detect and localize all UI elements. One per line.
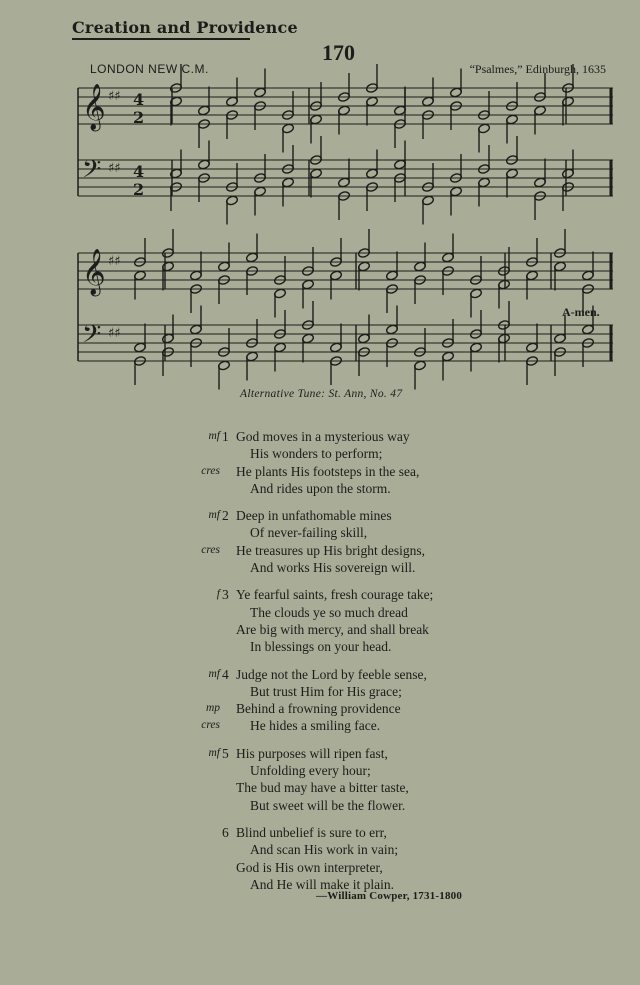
verse-text: Ye fearful saints, fresh courage take; (236, 587, 434, 603)
verse-text: Of never-failing skill, (250, 525, 368, 541)
verse-1 (0, 428, 640, 497)
verse-text: Judge not the Lord by feeble sense, (236, 666, 427, 682)
verse-text: His purposes will ripen fast, (236, 745, 388, 761)
dynamic-marking: f (216, 588, 220, 601)
verse-6 (0, 824, 640, 893)
verse-5 (0, 745, 640, 814)
verse-number: 3 (222, 587, 229, 603)
verse-line (0, 621, 640, 638)
verse-number: 6 (222, 824, 229, 840)
verse-line (0, 604, 640, 621)
verse-line (0, 463, 640, 480)
time-signature-bottom: 2 (133, 108, 145, 127)
verse-text: God is His own interpreter, (236, 859, 383, 875)
treble-clef-icon: 𝄞 (82, 84, 106, 130)
verse-text: And works His sovereign will. (250, 560, 416, 576)
verse-text: Are big with mercy, and shall break (236, 621, 429, 637)
key-signature-icon: ♯♯ (108, 89, 121, 104)
author-attribution: —William Cowper, 1731-1800 (316, 890, 463, 902)
music-score (0, 0, 640, 400)
verse-4 (0, 666, 640, 735)
hymn-number: 170 (322, 40, 355, 65)
dynamic-marking: mf (208, 430, 220, 442)
verse-text: God moves in a mysterious way (236, 429, 410, 444)
time-signature-top: 4 (133, 162, 145, 181)
verse-number: 5 (222, 745, 229, 761)
dynamic-marking: cres (201, 543, 220, 556)
bass-clef-icon: 𝄢 (82, 320, 102, 355)
verse-text: And scan His work in vain; (250, 842, 399, 858)
verse-text: Deep in unfathomable mines (236, 508, 392, 524)
verse-number: 2 (222, 508, 229, 524)
verse-number: 4 (222, 666, 229, 682)
dynamic-marking: cres (201, 719, 220, 732)
dynamic-marking: mp (205, 702, 220, 715)
key-signature-icon: ♯♯ (108, 326, 121, 341)
verse-text: And rides upon the storm. (250, 480, 391, 496)
time-signature-top: 4 (133, 90, 145, 109)
dynamic-marking: mf (208, 509, 220, 522)
section-title: Creation and Providence (72, 18, 298, 37)
verse-text: And He will make it plain. (250, 876, 394, 892)
verse-line (0, 824, 640, 841)
verse-3 (0, 586, 640, 655)
verse-text: He hides a smiling face. (250, 718, 381, 734)
amen-label: A-men. (562, 305, 600, 319)
verse-line (0, 524, 640, 541)
alternative-tune: Alternative Tune: St. Ann, No. 47 (240, 388, 403, 400)
verse-2 (0, 507, 640, 576)
verse-text: But trust Him for His grace; (250, 683, 402, 699)
verse-line (0, 683, 640, 700)
verse-text: The clouds ye so much dread (250, 604, 408, 620)
verse-number: 1 (222, 429, 229, 444)
verse-line (0, 445, 640, 462)
verse-text: But sweet will be the flower. (250, 797, 406, 813)
verse-line (0, 779, 640, 796)
verses (0, 428, 640, 903)
verse-line (0, 859, 640, 876)
tune-source: “Psalmes,” Edinburgh, 1635 (469, 62, 606, 76)
verse-text: His wonders to perform; (250, 446, 383, 462)
verse-line (0, 480, 640, 497)
time-signature-bottom: 2 (133, 180, 145, 199)
verse-text: In blessings on your head. (250, 639, 392, 655)
verse-line (0, 762, 640, 779)
verse-line (0, 638, 640, 655)
verse-line (0, 717, 640, 734)
verse-text: He treasures up His bright designs, (236, 542, 425, 558)
verse-text: Unfolding every hour; (250, 763, 371, 779)
verse-line (0, 428, 640, 445)
verse-text: Blind unbelief is sure to err, (236, 824, 387, 840)
verse-line (0, 797, 640, 814)
verse-line (0, 841, 640, 858)
verse-line (0, 542, 640, 559)
dynamic-marking: mf (208, 667, 220, 680)
verse-line (0, 700, 640, 717)
verse-text: The bud may have a bitter taste, (236, 780, 409, 796)
key-signature-icon: ♯♯ (108, 161, 121, 176)
treble-clef-icon: 𝄞 (82, 249, 106, 295)
bass-clef-icon: 𝄢 (82, 155, 102, 190)
dynamic-marking: cres (201, 464, 220, 477)
tune-name: LONDON NEW C.M. (90, 62, 209, 76)
verse-line (0, 745, 640, 762)
verse-line (0, 559, 640, 576)
key-signature-icon: ♯♯ (108, 254, 121, 269)
dynamic-marking: mf (208, 746, 220, 759)
verse-text: He plants His footsteps in the sea, (236, 463, 420, 479)
verse-line (0, 586, 640, 603)
verse-line (0, 666, 640, 683)
verse-line (0, 507, 640, 524)
verse-text: Behind a frowning providence (236, 701, 401, 717)
